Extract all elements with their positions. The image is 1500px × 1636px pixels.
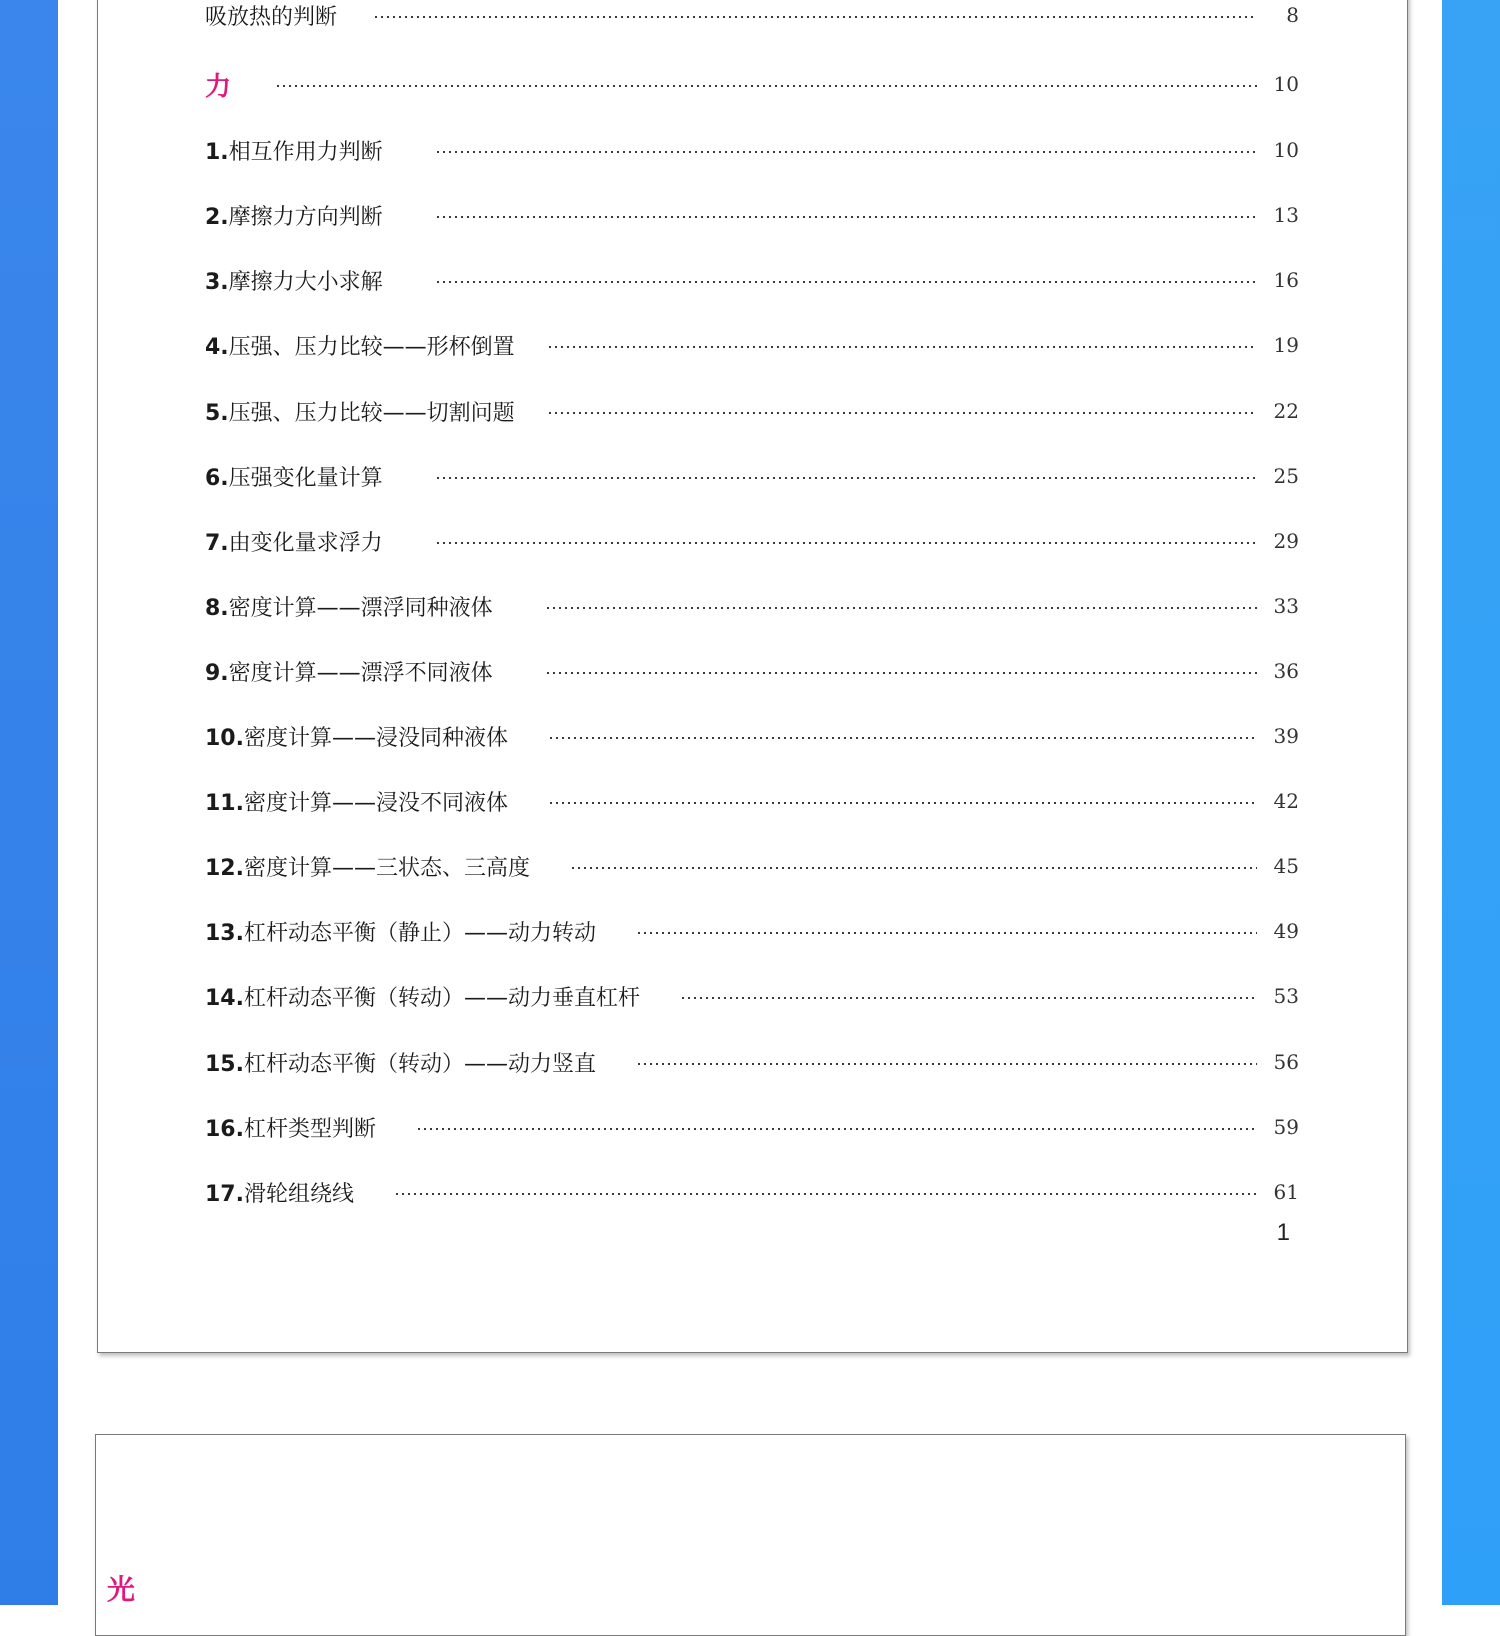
toc-entry-page: 45 [1273, 854, 1299, 878]
toc-entry-page: 22 [1273, 399, 1299, 423]
toc-entry[interactable] [205, 916, 1299, 946]
toc-entry-title: 压强、压力比较——切割问题 [228, 400, 515, 426]
toc-entry-number: 9. [205, 660, 229, 686]
toc-entry-label [205, 1177, 354, 1208]
toc-entry-label [205, 526, 383, 557]
toc-entry[interactable] [205, 656, 1299, 686]
toc-entry-number: 5. [205, 400, 229, 426]
toc-entry[interactable] [205, 1047, 1299, 1077]
toc-entry-label [205, 200, 383, 231]
toc-entry-title: 杠杆类型判断 [243, 1116, 376, 1142]
dot-leader [570, 867, 1257, 869]
toc-entry-label [205, 981, 640, 1012]
toc-entry-label [205, 721, 508, 752]
toc-entry-page: 25 [1273, 464, 1299, 488]
toc-entry[interactable] [205, 851, 1299, 881]
toc-entry-page: 8 [1286, 3, 1299, 27]
toc-entry-page: 39 [1273, 724, 1299, 748]
toc-entry-number: 17. [205, 1181, 244, 1207]
toc-entry-number: 12. [205, 855, 244, 881]
toc-entry-label [205, 461, 383, 492]
dot-leader [435, 477, 1257, 479]
toc-entry-title: 密度计算——漂浮同种液体 [228, 595, 493, 621]
dot-leader [545, 607, 1257, 609]
toc-entry-number: 2. [205, 204, 229, 230]
toc-entry[interactable] [205, 591, 1299, 621]
dot-leader [547, 412, 1257, 414]
toc-entry-label [205, 851, 530, 882]
toc-entry-title: 相互作用力判断 [228, 139, 383, 165]
toc-entry[interactable] [205, 721, 1299, 751]
toc-entry-label [205, 786, 508, 817]
toc-entry-page: 53 [1273, 984, 1299, 1008]
toc-entry-page: 16 [1273, 268, 1299, 292]
toc-entry-title: 密度计算——浸没不同液体 [243, 790, 508, 816]
dot-leader [275, 85, 1257, 87]
toc-entry-label [205, 591, 493, 622]
toc-entry[interactable] [205, 526, 1299, 556]
toc-entry-number: 6. [205, 465, 229, 491]
toc-entry-number: 8. [205, 595, 229, 621]
toc-entry-page: 33 [1273, 594, 1299, 618]
toc-entry[interactable] [205, 396, 1299, 426]
toc-entry-number: 4. [205, 334, 229, 360]
toc-entry[interactable] [205, 786, 1299, 816]
toc-entry-number: 13. [205, 920, 244, 946]
toc-entry-page: 13 [1273, 203, 1299, 227]
right-blue-frame [1442, 0, 1500, 1605]
toc-entry[interactable] [205, 135, 1299, 165]
toc-entry-page: 56 [1273, 1050, 1299, 1074]
toc-entry-page: 42 [1273, 789, 1299, 813]
dot-leader [416, 1128, 1257, 1130]
toc-entry[interactable] [205, 981, 1299, 1011]
dot-leader [680, 997, 1257, 999]
toc-entry-title: 滑轮组绕线 [243, 1181, 354, 1207]
toc-entry-page: 19 [1273, 333, 1299, 357]
dot-leader [435, 216, 1257, 218]
toc-entry-title: 密度计算——三状态、三高度 [243, 855, 530, 881]
toc-entry-label [205, 916, 596, 947]
toc-entry-number: 10. [205, 725, 244, 751]
toc-entry-page: 29 [1273, 529, 1299, 553]
toc-entry-number: 3. [205, 269, 229, 295]
toc-entry-number: 15. [205, 1051, 244, 1077]
toc-entry-title: 杠杆动态平衡（静止）——动力转动 [243, 920, 596, 946]
toc-entry-page: 36 [1273, 659, 1299, 683]
toc-entry[interactable] [205, 200, 1299, 230]
toc-entry-title: 杠杆动态平衡（转动）——动力竖直 [243, 1051, 596, 1077]
toc-page-2 [95, 1434, 1406, 1636]
dot-leader [636, 932, 1257, 934]
toc-entry-title: 密度计算——浸没同种液体 [243, 725, 508, 751]
dot-leader [435, 281, 1257, 283]
toc-entry-label [205, 265, 383, 296]
toc-entry[interactable] [205, 0, 1299, 30]
dot-leader [548, 737, 1257, 739]
dot-leader [547, 346, 1257, 348]
toc-entry-number: 16. [205, 1116, 244, 1142]
toc-section-heading[interactable] [205, 69, 1299, 102]
toc-entry-label [205, 656, 493, 687]
toc-page-1 [97, 0, 1408, 1353]
toc-entry[interactable] [205, 1177, 1299, 1207]
dot-leader [636, 1063, 1257, 1065]
toc-entry-number: 1. [205, 139, 229, 165]
toc-entry-label: 吸放热的判断 [205, 4, 338, 30]
toc-entry[interactable] [205, 1112, 1299, 1142]
toc-entry-title: 杠杆动态平衡（转动）——动力垂直杠杆 [243, 985, 640, 1011]
toc-entry[interactable] [205, 330, 1299, 360]
toc-entry-title: 压强变化量计算 [228, 465, 383, 491]
toc-section-label: 力 [205, 71, 232, 102]
toc-entry-label [205, 330, 515, 361]
dot-leader [394, 1193, 1257, 1195]
dot-leader [373, 16, 1257, 18]
toc-entry-page: 10 [1273, 72, 1299, 96]
toc-entry-label [205, 1047, 596, 1078]
dot-leader [545, 672, 1257, 674]
dot-leader [548, 802, 1257, 804]
toc-entry-title: 密度计算——漂浮不同液体 [228, 660, 493, 686]
toc-entry[interactable] [205, 461, 1299, 491]
toc-section-heading-light: 光 [107, 1573, 136, 1606]
toc-entry-number: 14. [205, 985, 244, 1011]
toc-entry-number: 7. [205, 530, 229, 556]
toc-entry-label [205, 135, 383, 166]
toc-entry-title: 摩擦力大小求解 [228, 269, 383, 295]
toc-entry-page: 61 [1273, 1180, 1299, 1204]
toc-entry-number: 11. [205, 790, 244, 816]
toc-entry-page: 59 [1273, 1115, 1299, 1139]
toc-entry-label [205, 1112, 376, 1143]
page-number: 1 [1276, 1219, 1290, 1246]
toc-entry[interactable] [205, 265, 1299, 295]
dot-leader [435, 542, 1257, 544]
toc-entry-title: 摩擦力方向判断 [228, 204, 383, 230]
toc-entry-label [205, 396, 515, 427]
left-blue-frame [0, 0, 58, 1605]
toc-entry-page: 49 [1273, 919, 1299, 943]
dot-leader [435, 151, 1257, 153]
toc-entry-page: 10 [1273, 138, 1299, 162]
toc-entry-title: 由变化量求浮力 [228, 530, 383, 556]
toc-entry-title: 压强、压力比较——形杯倒置 [228, 334, 515, 360]
